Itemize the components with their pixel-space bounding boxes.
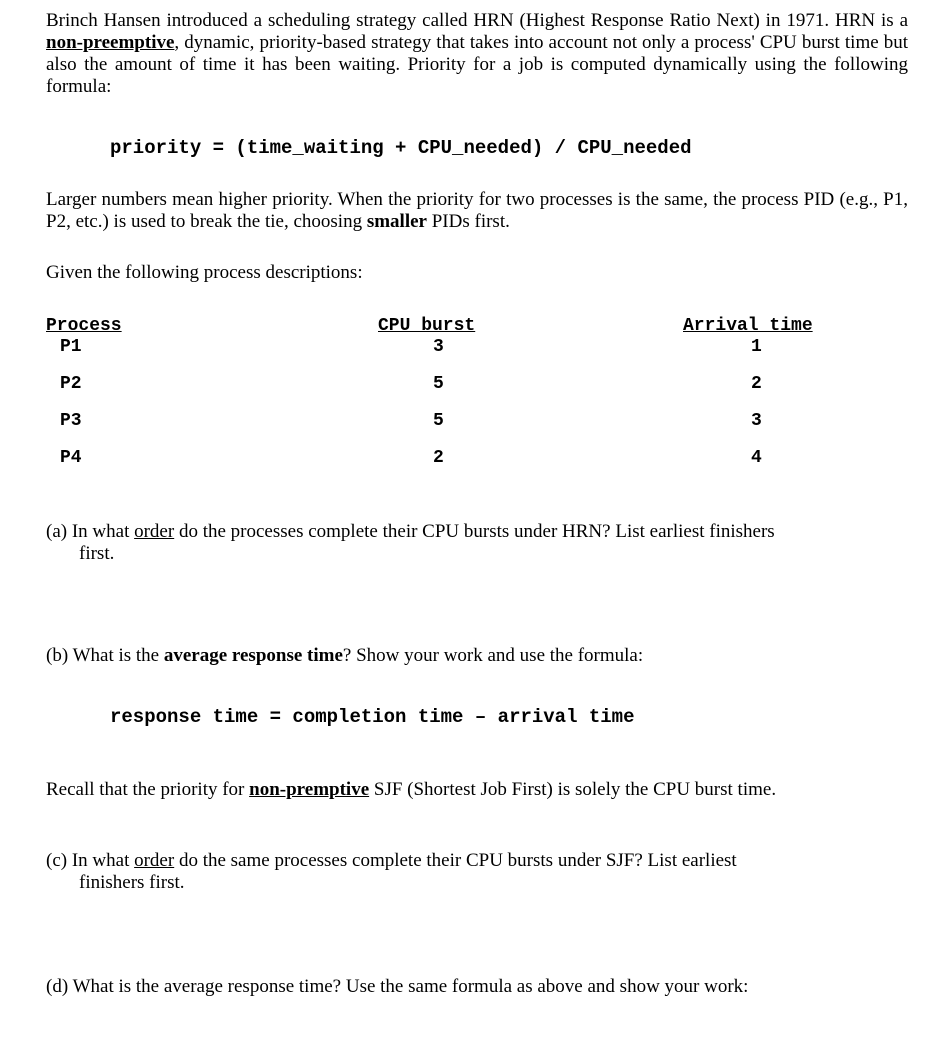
tie-text-2: PIDs first. [426,211,510,232]
question-b-text-1: What is the [72,645,164,666]
header-cpu-burst: CPU burst [378,316,476,336]
response-time-formula: response time = completion time – arrival time [110,706,635,728]
header-process: Process [46,316,122,336]
question-c-text-2: do the same processes complete their CPU bursts under SJF? List earliest [174,850,737,871]
question-b-text-2: ? Show your work and use the formula: [342,645,644,666]
recall-text-1: Recall that the priority for [46,779,250,800]
cell-arrival-time: 1 [751,337,762,357]
cell-arrival-time: 2 [751,374,762,394]
priority-formula: priority = (time_waiting + CPU_needed) / CPU_needed [110,137,692,159]
given-text: Given the following process descriptions: [46,262,363,283]
tie-emphasis: smaller [366,211,427,232]
question-b-label: (b) [46,645,69,666]
cell-process: P2 [60,374,82,394]
question-c-text-1: In what [71,850,135,871]
question-b-emphasis: average response time [163,645,343,666]
header-arrival-time: Arrival time [683,316,813,336]
tie-text-1: Larger numbers mean higher priority. When the priority for two processes is the same, the process PID (e.g., P1, P2, etc.) is used to break the tie, choosing [46,189,908,232]
cell-cpu-burst: 5 [433,374,444,394]
cell-process: P3 [60,411,82,431]
question-b [46,645,908,667]
process-table [46,314,921,486]
table-header-row [46,314,921,338]
cell-arrival-time: 3 [751,411,762,431]
table-row [46,412,921,449]
question-c [46,850,908,894]
question-a [46,521,908,565]
intro-paragraph [46,10,908,98]
table-row [46,449,921,486]
question-d [46,976,908,998]
intro-emphasis: non-preemptive [46,32,175,53]
table-row [46,338,921,375]
recall-paragraph [46,779,908,801]
cell-process: P1 [60,337,82,357]
cell-arrival-time: 4 [751,448,762,468]
question-c-label: (c) [46,850,68,871]
question-a-text-1: In what [71,521,135,542]
cell-cpu-burst: 5 [433,411,444,431]
cell-process: P4 [60,448,82,468]
cell-cpu-burst: 2 [433,448,444,468]
question-a-emphasis: order [134,521,175,542]
question-d-label: (d) [46,976,69,997]
recall-text-2: SJF (Shortest Job First) is solely the CPU burst time. [369,779,777,800]
table-row [46,375,921,412]
question-a-label: (a) [46,521,68,542]
question-c-continuation: finishers first. [79,872,185,893]
question-a-text-2: do the processes complete their CPU bursts under HRN? List earliest finishers [174,521,775,542]
question-c-emphasis: order [134,850,175,871]
question-a-continuation: first. [79,543,115,564]
recall-emphasis: non-premptive [249,779,370,800]
tie-break-paragraph [46,189,908,233]
cell-cpu-burst: 3 [433,337,444,357]
question-d-text: What is the average response time? Use the same formula as above and show your work: [72,976,749,997]
intro-text-2: , dynamic, priority-based strategy that takes into account not only a process' CPU burst time but also the amount of time it has been waiting. Priority for a job is computed dynamically using the following formula: [46,32,908,97]
intro-text-1: Brinch Hansen introduced a scheduling strategy called HRN (Highest Response Ratio Next) in 1971. HRN is a [46,10,908,31]
